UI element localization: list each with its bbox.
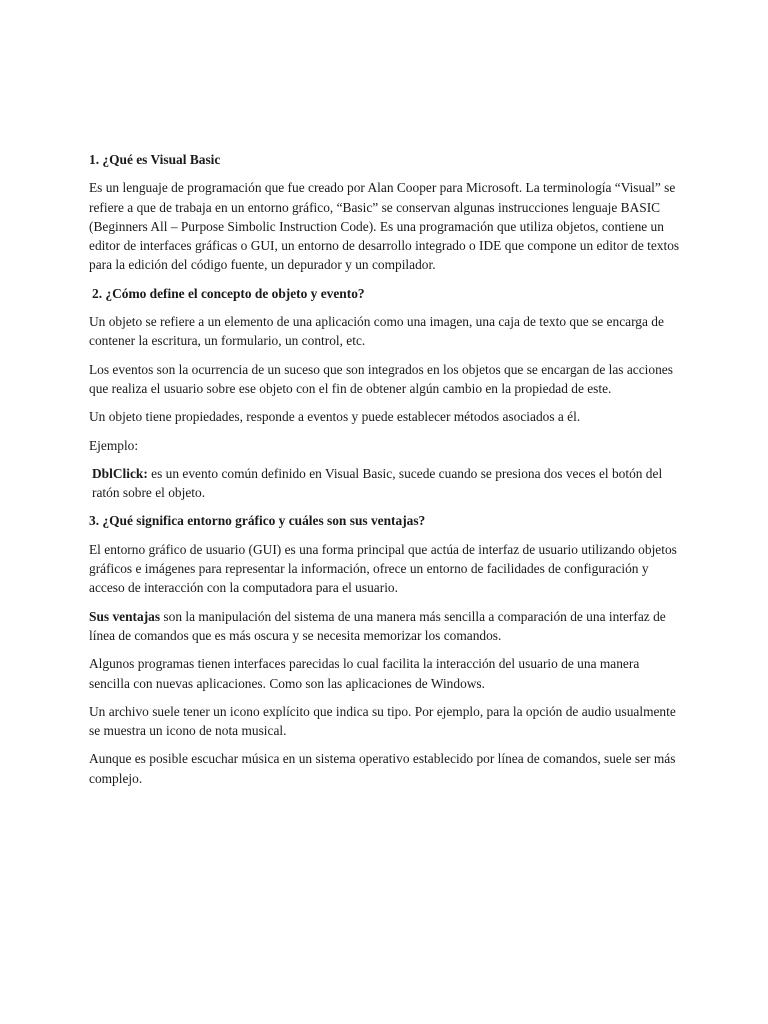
gui-definition-paragraph: El entorno gráfico de usuario (GUI) es una forma principal que actúa de interfaz de usuario utilizando objetos gráficos e imágenes para representar la información, ofrece un entorno de facilidades de configuración y acceso de interacción con la computadora para el usuario. (89, 541, 677, 596)
file-icon-paragraph: Un archivo suele tener un icono explícito que indica su tipo. Por ejemplo, para la opción de audio usualmente se muestra un icono de nota musical. (89, 703, 676, 739)
section-2-heading: 2. ¿Cómo define el concepto de objeto y evento? (92, 285, 365, 301)
example-term: DblClick: (92, 465, 148, 481)
example-label: Ejemplo: (89, 437, 139, 453)
advantages-term: Sus ventajas (89, 608, 161, 624)
section-1-paragraph: Es un lenguaje de programación que fue creado por Alan Cooper para Microsoft. La terminología “Visual” se refiere a que de trabaja en un entorno gráfico, “Basic” se conservan algunas instrucciones lenguaje BASIC (Beginners All – Purpose Simbolic Instruction Code). Es una programación que utiliza objetos, contiene un editor de interfaces gráficas o GUI, un entorno de desarrollo integrado o IDE que compone un editor de textos para la edición del código fuente, un depurador y un compilador. (89, 180, 680, 273)
similar-interfaces-paragraph: Algunos programas tienen interfaces parecidas lo cual facilita la interacción del usuario de una manera sencilla con nuevas aplicaciones. Como son las aplicaciones de Windows. (89, 656, 640, 691)
advantages-text: son la manipulación del sistema de una manera más sencilla a comparación de una interfaz de línea de comandos que es más oscura y se necesita memorizar los comandos. (89, 608, 666, 643)
section-1-heading: 1. ¿Qué es Visual Basic (89, 152, 221, 167)
object-properties-paragraph: Un objeto tiene propiedades, responde a eventos y puede establecer métodos asociados a él. (89, 409, 581, 425)
command-line-paragraph: Aunque es posible escuchar música en un sistema operativo establecido por línea de comandos, suele ser más complejo. (89, 751, 676, 786)
event-definition-paragraph: Los eventos son la ocurrencia de un suceso que son integrados en los objetos que se encargan de las acciones que realiza el usuario sobre ese objeto con el fin de obtener algún cambio en la propiedad de este. (89, 361, 673, 396)
document-page (89, 150, 681, 797)
advantages-paragraph (89, 607, 681, 646)
object-definition-paragraph: Un objeto se refiere a un elemento de una aplicación como una imagen, una caja de texto que se encarga de contener la escritura, un formulario, un control, etc. (89, 314, 664, 349)
example-paragraph (89, 464, 681, 503)
example-text: es un evento común definido en Visual Basic, sucede cuando se presiona dos veces el botón del ratón sobre el objeto. (92, 465, 663, 501)
section-3-heading: 3. ¿Qué significa entorno gráfico y cuáles son sus ventajas? (89, 513, 426, 529)
